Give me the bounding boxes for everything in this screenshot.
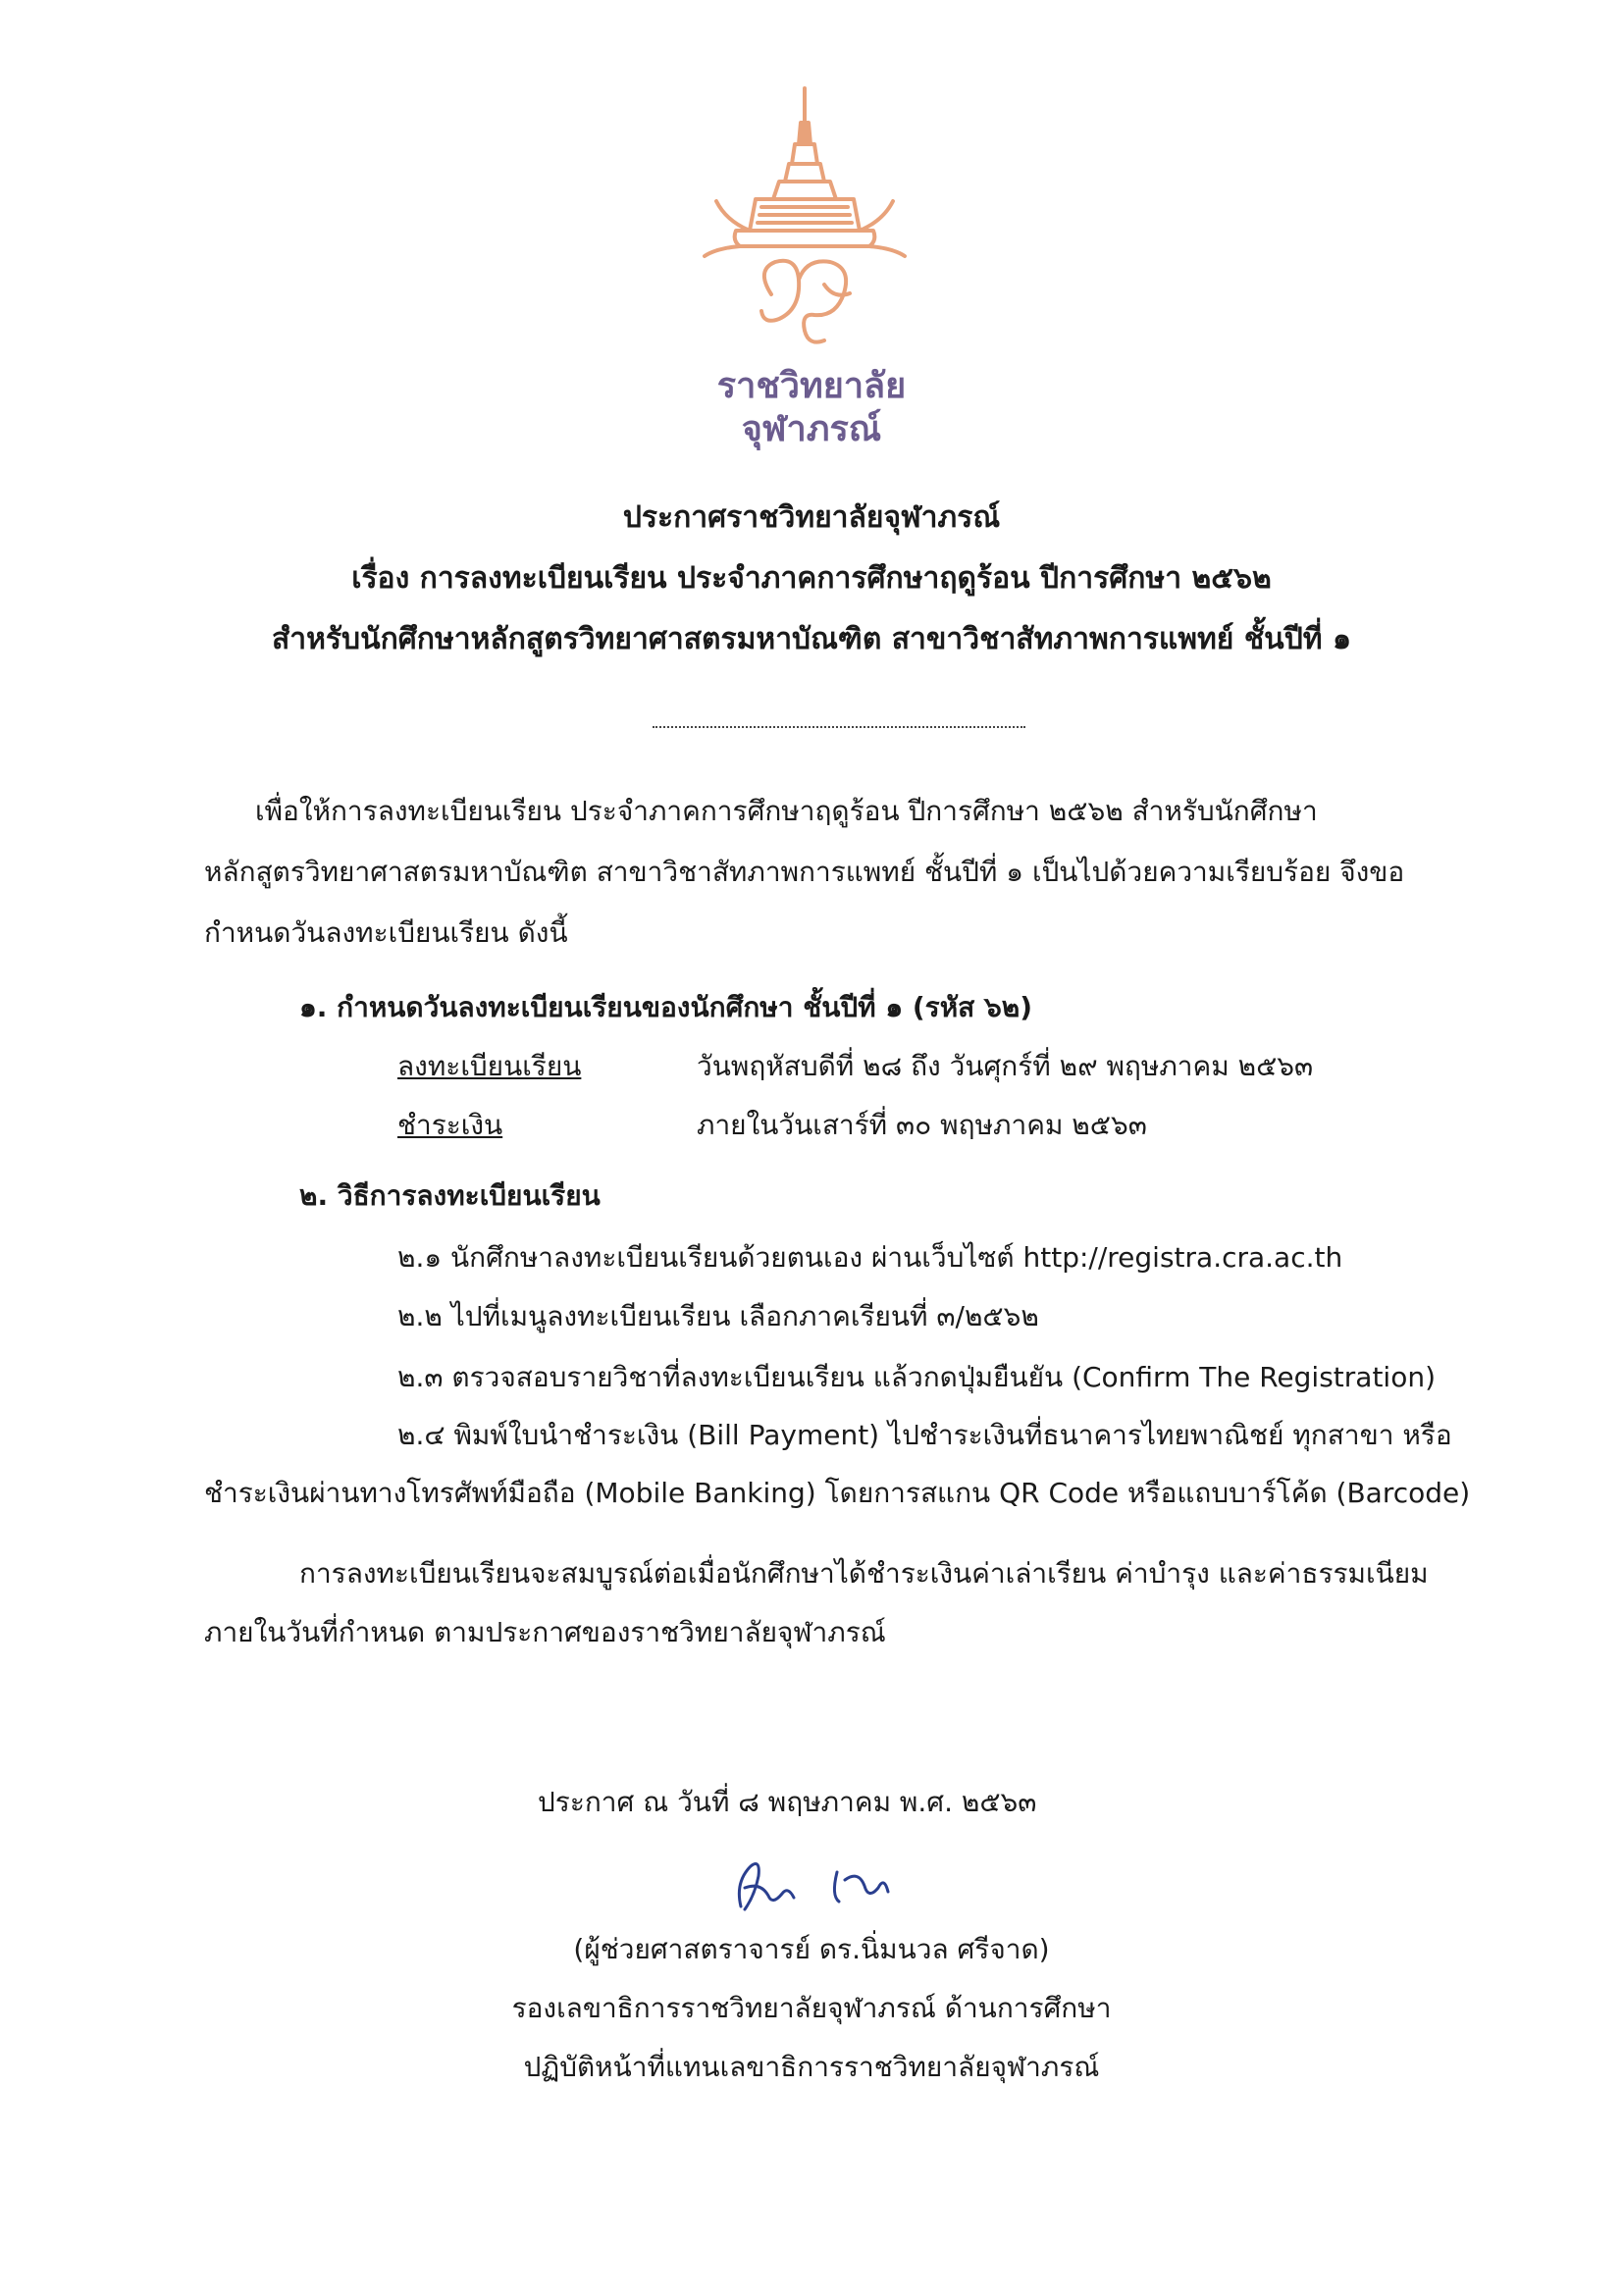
signatory-position: รองเลขาธิการราชวิทยาลัยจุฬาภรณ์ ด้านการศึกษา: [511, 1992, 1112, 2024]
signatory-acting-position: ปฏิบัติหน้าที่แทนเลขาธิการราชวิทยาลัยจุฬาภรณ์: [523, 2051, 1100, 2083]
signatory-name: (ผู้ช่วยศาสตราจารย์ ดร.นิ่มนวล ศรีจาด): [573, 1933, 1050, 1965]
payment-label: ชำระเงิน: [397, 1109, 503, 1141]
announcement-subject: เรื่อง การลงทะเบียนเรียน ประจำภาคการศึกษาฤดูร้อน ปีการศึกษา ๒๕๖๒: [351, 561, 1272, 596]
section1-heading: ๑. กำหนดวันลงทะเบียนเรียนของนักศึกษา ชั้นปีที่ ๑ (รหัส ๖๒): [299, 991, 1033, 1023]
logo-name-line2: จุฬาภรณ์: [741, 409, 882, 449]
logo-name-line1: ราชวิทยาลัย: [716, 366, 907, 406]
announcement-date: ประกาศ ณ วันที่ ๘ พฤษภาคม พ.ศ. ๒๕๖๓: [538, 1786, 1037, 1818]
step-2-4: ๒.๔ พิมพ์ใบนำชำระเงิน (Bill Payment) ไปชำระเงินที่ธนาคารไทยพาณิชย์ ทุกสาขา หรือ: [397, 1419, 1452, 1451]
intro-line-3: กำหนดวันลงทะเบียนเรียน ดังนี้: [204, 916, 568, 949]
payment-deadline: ภายในวันเสาร์ที่ ๓๐ พฤษภาคม ๒๕๖๓: [697, 1109, 1147, 1141]
intro-line-2: หลักสูตรวิทยาศาสตรมหาบัณฑิต สาขาวิชาสัทภาพการแพทย์ ชั้นปีที่ ๑ เป็นไปด้วยความเรียบร้อย จึงขอ: [204, 856, 1405, 888]
intro-line-1: เพื่อให้การลงทะเบียนเรียน ประจำภาคการศึกษาฤดูร้อน ปีการศึกษา ๒๕๖๒ สำหรับนักศึกษา: [255, 795, 1318, 827]
step-2-3: ๒.๓ ตรวจสอบรายวิชาที่ลงทะเบียนเรียน แล้วกดปุ่มยืนยัน (Confirm The Registration): [397, 1361, 1436, 1393]
step-2-4-continued: ชำระเงินผ่านทางโทรศัพท์มือถือ (Mobile Banking) โดยการสแกน QR Code หรือแถบบาร์โค้ด (Barcode): [204, 1477, 1471, 1509]
announcement-title: ประกาศราชวิทยาลัยจุฬาภรณ์: [622, 500, 1001, 535]
closing-line-2: ภายในวันที่กำหนด ตามประกาศของราชวิทยาลัยจุฬาภรณ์: [204, 1616, 886, 1648]
title-divider: [653, 726, 1025, 728]
registration-dates: วันพฤหัสบดีที่ ๒๘ ถึง วันศุกร์ที่ ๒๙ พฤษภาคม ๒๕๖๓: [697, 1050, 1314, 1082]
handwritten-signature: [721, 1852, 898, 1921]
closing-line-1: การลงทะเบียนเรียนจะสมบูรณ์ต่อเมื่อนักศึกษาได้ชำระเงินค่าเล่าเรียน ค่าบำรุง และค่าธรรมเนียม: [299, 1557, 1429, 1590]
step-2-2: ๒.๒ ไปที่เมนูลงทะเบียนเรียน เลือกภาคเรียนที่ ๓/๒๕๖๒: [397, 1300, 1039, 1332]
step-2-1: ๒.๑ นักศึกษาลงทะเบียนเรียนด้วยตนเอง ผ่านเว็บไซต์ http://registra.cra.ac.th: [397, 1241, 1343, 1274]
announcement-audience: สำหรับนักศึกษาหลักสูตรวิทยาศาสตรมหาบัณฑิต สาขาวิชาสัทภาพการแพทย์ ชั้นปีที่ ๑: [271, 622, 1351, 656]
registration-label: ลงทะเบียนเรียน: [397, 1050, 582, 1082]
college-emblem-logo: [677, 83, 932, 378]
section2-heading: ๒. วิธีการลงทะเบียนเรียน: [299, 1179, 601, 1212]
